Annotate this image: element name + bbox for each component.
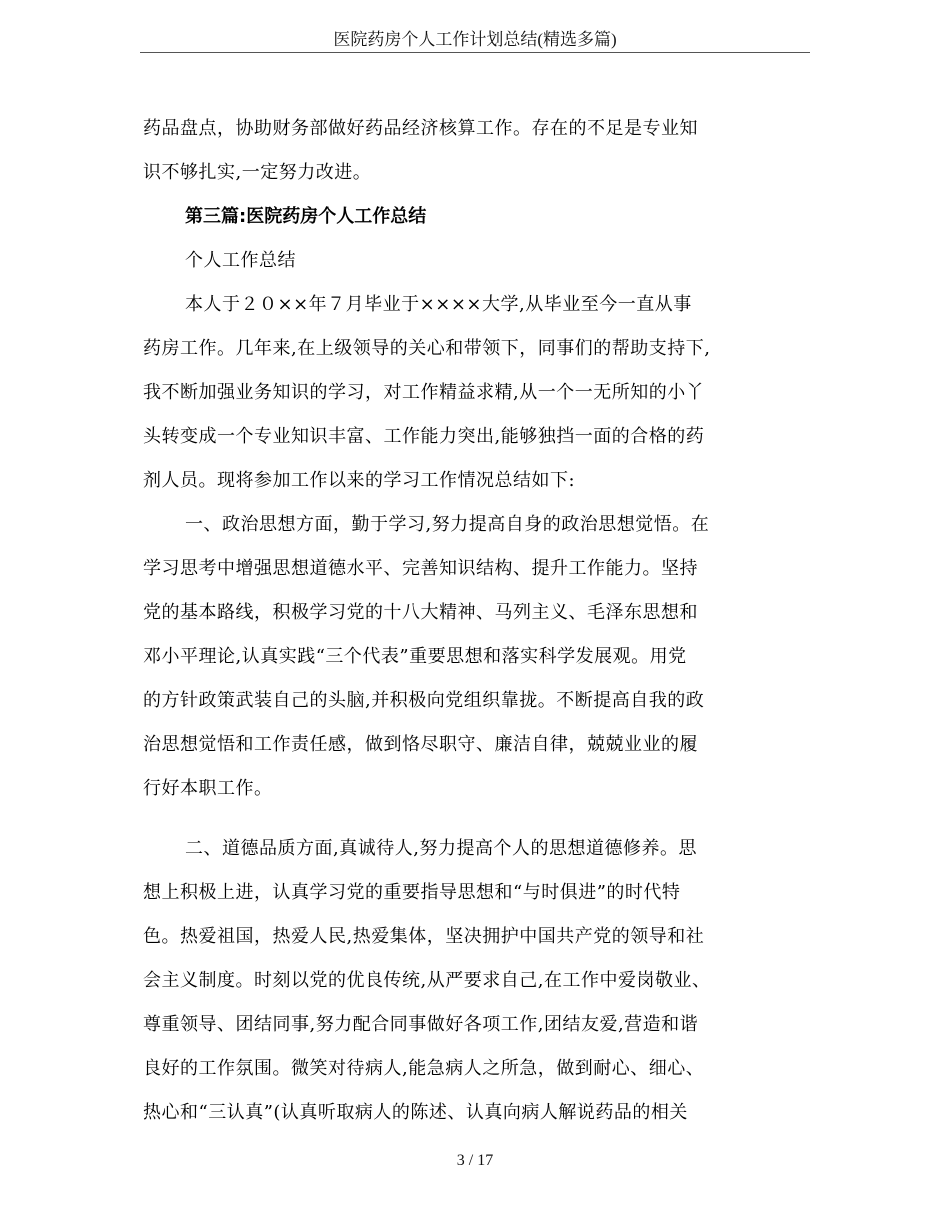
paragraph-line: 二、道德品质方面,真诚待人,努力提高个人的思想道德修养。思 bbox=[185, 838, 697, 859]
paragraph-line: 热心和“三认真”(认真听取病人的陈述、认真向病人解说药品的相关 bbox=[143, 1102, 688, 1123]
paragraph-line: 头转变成一个专业知识丰富、工作能力突出,能够独挡一面的合格的药 bbox=[143, 426, 705, 447]
header-divider bbox=[140, 52, 810, 53]
paragraph-line: 治思想觉悟和工作责任感，做到恪尽职守、廉洁自律，兢兢业业的履 bbox=[143, 734, 698, 755]
page-header-title: 医院药房个人工作计划总结(精选多篇) bbox=[333, 30, 617, 49]
paragraph-line: 会主义制度。时刻以党的优良传统,从严要求自己,在工作中爱岗敬业、 bbox=[143, 970, 711, 991]
paragraph-line: 识不够扎实,一定努力改进。 bbox=[143, 162, 372, 183]
paragraph-line: 行好本职工作。 bbox=[143, 778, 273, 799]
paragraph-line: 想上积极上进，认真学习党的重要指导思想和“与时俱进”的时代特 bbox=[143, 882, 681, 903]
subheading: 个人工作总结 bbox=[185, 250, 296, 271]
paragraph-line: 学习思考中增强思想道德水平、完善知识结构、提升工作能力。坚持 bbox=[143, 558, 698, 579]
paragraph-gap bbox=[143, 811, 818, 827]
paragraph-line: 的方针政策武装自己的头脑,并积极向党组织靠拢。不断提高自我的政 bbox=[143, 690, 705, 711]
paragraph-line: 尊重领导、团结同事,努力配合同事做好各项工作,团结友爱,营造和谐 bbox=[143, 1014, 699, 1035]
paragraph-line: 色。热爱祖国，热爱人民,热爱集体，坚决拥护中国共产党的领导和社 bbox=[143, 926, 705, 947]
document-body bbox=[143, 107, 818, 1135]
paragraph-line: 本人于２０××年７月毕业于××××大学,从毕业至今一直从事 bbox=[185, 294, 692, 315]
paragraph-line: 良好的工作氛围。微笑对待病人,能急病人之所急，做到耐心、细心、 bbox=[143, 1058, 705, 1079]
paragraph-line: 邓小平理论,认真实践“三个代表”重要思想和落实科学发展观。用党 bbox=[143, 646, 687, 667]
paragraph-line: 剂人员。现将参加工作以来的学习工作情况总结如下: bbox=[143, 470, 576, 491]
paragraph-line: 药房工作。几年来,在上级领导的关心和带领下，同事们的帮助支持下, bbox=[143, 338, 711, 359]
section-heading: 第三篇:医院药房个人工作总结 bbox=[185, 206, 427, 227]
page-number: 3 / 17 bbox=[456, 1152, 494, 1169]
paragraph-line: 我不断加强业务知识的学习，对工作精益求精,从一个一无所知的小丫 bbox=[143, 382, 705, 403]
paragraph-line: 党的基本路线，积极学习党的十八大精神、马列主义、毛泽东思想和 bbox=[143, 602, 698, 623]
paragraph-line: 药品盘点，协助财务部做好药品经济核算工作。存在的不足是专业知 bbox=[143, 118, 698, 139]
paragraph-line: 一、政治思想方面，勤于学习,努力提高自身的政治思想觉悟。在 bbox=[185, 514, 710, 535]
